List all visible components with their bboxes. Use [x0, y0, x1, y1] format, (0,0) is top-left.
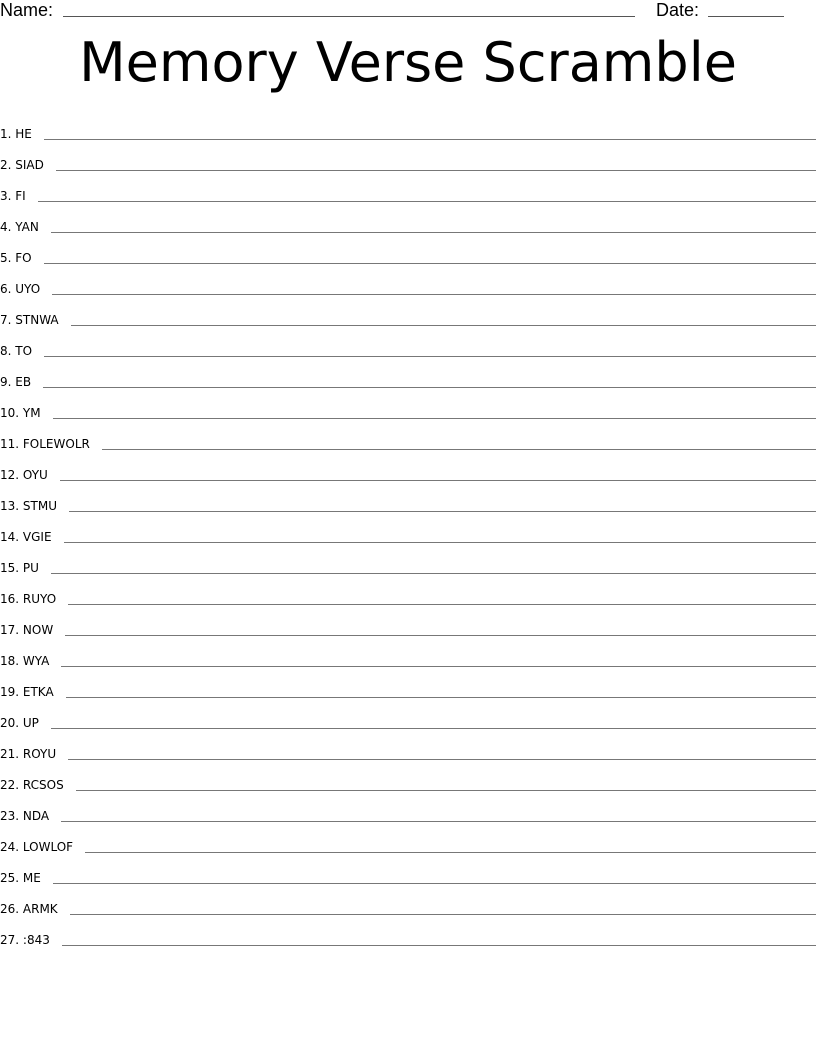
answer-line[interactable] — [51, 572, 816, 574]
scrambled-word: 15. PU — [0, 561, 39, 575]
list-item — [0, 484, 816, 515]
answer-line[interactable] — [62, 944, 816, 946]
scrambled-word: 11. FOLEWOLR — [0, 437, 90, 451]
list-item — [0, 825, 816, 856]
list-item — [0, 112, 816, 143]
list-item — [0, 143, 816, 174]
list-item — [0, 639, 816, 670]
scrambled-word: 9. EB — [0, 375, 32, 389]
scrambled-word: 22. RCSOS — [0, 778, 64, 792]
answer-line[interactable] — [71, 324, 816, 326]
scrambled-word: 6. UYO — [0, 282, 41, 296]
scrambled-word: 16. RUYO — [0, 592, 57, 606]
name-field-line[interactable] — [63, 16, 635, 17]
scrambled-word: 25. ME — [0, 871, 41, 885]
answer-line[interactable] — [44, 262, 816, 264]
list-item — [0, 360, 816, 391]
answer-line[interactable] — [70, 913, 816, 915]
scrambled-word: 23. NDA — [0, 809, 50, 823]
scrambled-word: 19. ETKA — [0, 685, 54, 699]
scrambled-word: 13. STMU — [0, 499, 57, 513]
answer-line[interactable] — [64, 541, 816, 543]
list-item — [0, 391, 816, 422]
list-item — [0, 298, 816, 329]
scrambled-word: 12. OYU — [0, 468, 48, 482]
scrambled-word: 4. YAN — [0, 220, 39, 234]
list-item — [0, 670, 816, 701]
answer-line[interactable] — [43, 386, 816, 388]
list-item — [0, 329, 816, 360]
list-item — [0, 205, 816, 236]
answer-line[interactable] — [61, 820, 816, 822]
name-label: Name: — [0, 0, 54, 20]
scrambled-word: 10. YM — [0, 406, 41, 420]
scrambled-word: 18. WYA — [0, 654, 50, 668]
scramble-list — [0, 112, 816, 949]
scrambled-word: 5. FO — [0, 251, 32, 265]
list-item — [0, 236, 816, 267]
scrambled-word: 3. FI — [0, 189, 26, 203]
answer-line[interactable] — [44, 355, 816, 357]
list-item — [0, 267, 816, 298]
list-item — [0, 732, 816, 763]
answer-line[interactable] — [51, 727, 816, 729]
scrambled-word: 7. STNWA — [0, 313, 59, 327]
scrambled-word: 21. ROYU — [0, 747, 57, 761]
scrambled-word: 26. ARMK — [0, 902, 58, 916]
scrambled-word: 2. SIAD — [0, 158, 44, 172]
answer-line[interactable] — [53, 882, 816, 884]
list-item — [0, 794, 816, 825]
answer-line[interactable] — [68, 603, 816, 605]
answer-line[interactable] — [52, 293, 816, 295]
list-item — [0, 701, 816, 732]
list-item — [0, 422, 816, 453]
answer-line[interactable] — [66, 696, 816, 698]
list-item — [0, 763, 816, 794]
answer-line[interactable] — [56, 169, 816, 171]
date-field-line[interactable] — [708, 16, 784, 17]
page-title: Memory Verse Scramble — [79, 31, 737, 94]
answer-line[interactable] — [61, 665, 816, 667]
list-item — [0, 918, 816, 949]
answer-line[interactable] — [102, 448, 816, 450]
answer-line[interactable] — [69, 510, 816, 512]
scrambled-word: 24. LOWLOF — [0, 840, 74, 854]
list-item — [0, 856, 816, 887]
list-item — [0, 174, 816, 205]
list-item — [0, 887, 816, 918]
list-item — [0, 515, 816, 546]
answer-line[interactable] — [76, 789, 816, 791]
list-item — [0, 546, 816, 577]
answer-line[interactable] — [51, 231, 816, 233]
scrambled-word: 20. UP — [0, 716, 39, 730]
answer-line[interactable] — [44, 138, 816, 140]
scrambled-word: 17. NOW — [0, 623, 54, 637]
answer-line[interactable] — [68, 758, 816, 760]
answer-line[interactable] — [38, 200, 816, 202]
date-label: Date: — [656, 0, 700, 20]
scrambled-word: 8. TO — [0, 344, 33, 358]
answer-line[interactable] — [60, 479, 816, 481]
scrambled-word: 14. VGIE — [0, 530, 52, 544]
list-item — [0, 577, 816, 608]
list-item — [0, 608, 816, 639]
answer-line[interactable] — [53, 417, 816, 419]
scrambled-word: 1. HE — [0, 127, 32, 141]
header-row — [0, 0, 816, 22]
answer-line[interactable] — [85, 851, 816, 853]
scrambled-word: 27. :843 — [0, 933, 50, 947]
answer-line[interactable] — [65, 634, 816, 636]
list-item — [0, 453, 816, 484]
